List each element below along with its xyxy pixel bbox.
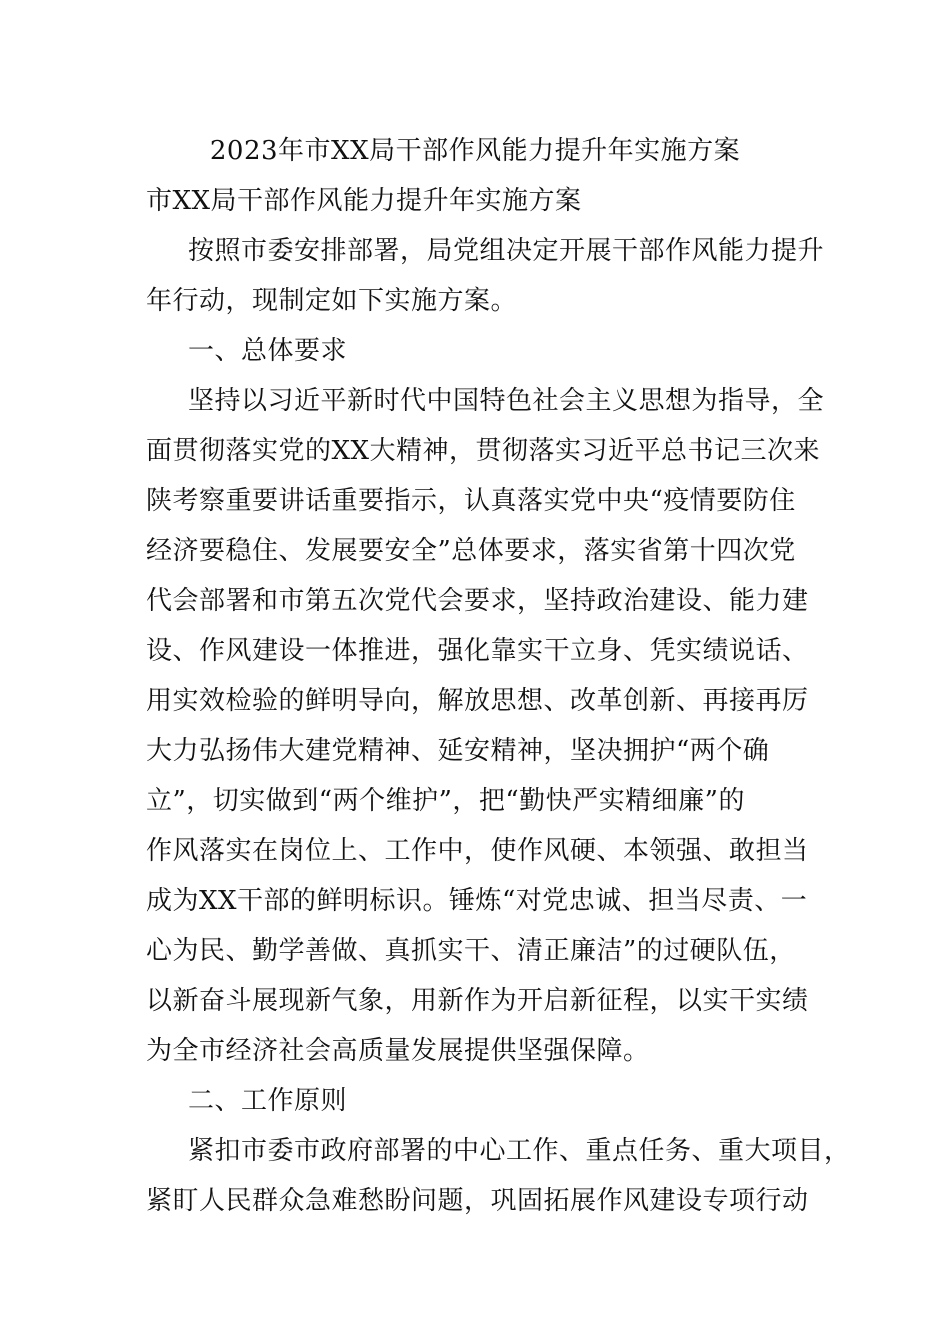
paragraph-line: 经济要稳住、发展要安全”总体要求，落实省第十四次党 [146, 536, 796, 566]
paragraph-line: 紧盯人民群众急难愁盼问题，巩固拓展作风建设专项行动 [146, 1186, 809, 1216]
paragraph-line: 陕考察重要讲话重要指示，认真落实党中央“疫情要防住 [146, 486, 796, 516]
section-heading: 二、工作原则 [188, 1086, 348, 1116]
paragraph-line: 为全市经济社会高质量发展提供坚强保障。 [146, 1036, 650, 1066]
paragraph-line: 心为民、勤学善做、真抓实干、清正廉洁”的过硬队伍， [146, 936, 796, 966]
paragraph-line: 大力弘扬伟大建党精神、延安精神，坚决拥护“两个确 [146, 736, 770, 766]
document-title: 2023年市XX局干部作风能力提升年实施方案 [209, 136, 741, 166]
paragraph-line: 代会部署和市第五次党代会要求，坚持政治建设、能力建 [146, 586, 809, 616]
paragraph-line: 用实效检验的鲜明导向，解放思想、改革创新、再接再厉 [146, 686, 809, 716]
paragraph-line: 坚持以习近平新时代中国特色社会主义思想为指导，全 [188, 386, 825, 416]
paragraph-line: 设、作风建设一体推进，强化靠实干立身、凭实绩说话、 [146, 636, 809, 666]
paragraph-line: 成为XX干部的鲜明标识。锤炼“对党忠诚、担当尽责、一 [146, 886, 808, 916]
paragraph-line: 按照市委安排部署，局党组决定开展干部作风能力提升 [188, 236, 825, 266]
document-subtitle: 市XX局干部作风能力提升年实施方案 [146, 186, 582, 216]
paragraph-line: 紧扣市委市政府部署的中心工作、重点任务、重大项目， [188, 1136, 851, 1166]
paragraph-line: 作风落实在岗位上、工作中，使作风硬、本领强、敢担当 [146, 836, 809, 866]
paragraph-line: 以新奋斗展现新气象，用新作为开启新征程，以实干实绩 [146, 986, 809, 1016]
paragraph-line: 年行动，现制定如下实施方案。 [146, 286, 518, 316]
section-heading: 一、总体要求 [188, 336, 348, 366]
paragraph-line: 面贯彻落实党的XX大精神，贯彻落实习近平总书记三次来 [146, 436, 821, 466]
paragraph-line: 立”，切实做到“两个维护”，把“勤快严实精细廉”的 [146, 786, 745, 816]
